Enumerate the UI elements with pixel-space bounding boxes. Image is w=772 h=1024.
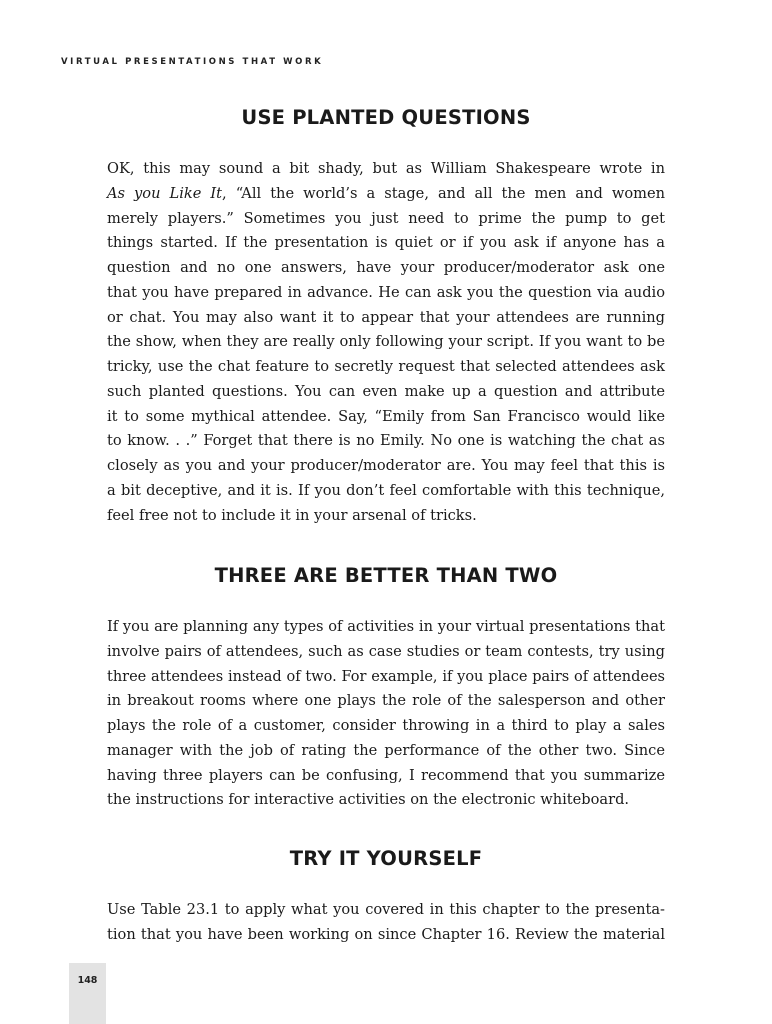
text-line: feel free not to include it in your arsenal of tricks. <box>107 506 477 524</box>
text-line: If you are planning any types of activities in your virtual presentations that <box>107 618 665 635</box>
text-line: involve pairs of attendees, such as case studies or team contests, try using <box>107 642 665 660</box>
paragraph-three-better-than-two <box>107 615 665 813</box>
text-line: such planted questions. You can even make up a question and attribute <box>107 382 665 400</box>
page-number: 148 <box>77 975 98 986</box>
text-line: Use Table 23.1 to apply what you covered in this chapter to the presenta- <box>107 901 665 918</box>
text-line: question and no one answers, have your producer/moderator ask one <box>107 259 665 276</box>
section-heading-three-better-than-two: THREE ARE BETTER THAN TWO <box>214 564 558 587</box>
text-line: tricky, use the chat feature to secretly request that selected attendees ask <box>107 358 665 375</box>
text-line: OK, this may sound a bit shady, but as William Shakespeare wrote in <box>107 160 665 177</box>
text-line <box>107 182 665 207</box>
text-line: it to some mythical attendee. Say, “Emily from San Francisco would like <box>107 407 665 425</box>
text-line: manager with the job of rating the performance of the other two. Since <box>107 741 665 759</box>
text-line: plays the role of a customer, consider throwing in a third to play a sales <box>107 717 665 734</box>
section-heading-try-it-yourself: TRY IT YOURSELF <box>289 847 483 870</box>
paragraph-planted-questions <box>107 157 665 528</box>
book-title: As you Like It <box>107 184 223 202</box>
text-line: having three players can be confusing, I recommend that you summarize <box>107 766 665 784</box>
text-line: to know. . .” Forget that there is no Emily. No one is watching the chat as <box>107 432 665 450</box>
text-line: or chat. You may also want it to appear that your attendees are running <box>107 308 665 326</box>
page-number-tab <box>69 963 106 1024</box>
paragraph-try-it-yourself <box>107 898 665 948</box>
text-line: in breakout rooms where one plays the role of the salesperson and other <box>107 692 665 710</box>
text-line: things started. If the presentation is quiet or if you ask if anyone has a <box>107 234 665 252</box>
text-line: that you have prepared in advance. He can ask you the question via audio <box>107 283 665 301</box>
text-line: merely players.” Sometimes you just need to prime the pump to get <box>107 209 665 227</box>
text-line: tion that you have been working on since Chapter 16. Review the material <box>107 925 665 943</box>
text-line: three attendees instead of two. For example, if you place pairs of attendees <box>107 668 665 685</box>
text-line-rest: , “All the world’s a stage, and all the men and women <box>222 184 665 202</box>
text-line: a bit deceptive, and it is. If you don’t feel comfortable with this technique, <box>107 481 665 499</box>
text-line: the show, when they are really only following your script. If you want to be <box>107 333 665 351</box>
running-head: VIRTUAL PRESENTATIONS THAT WORK <box>61 57 324 67</box>
text-line: the instructions for interactive activities on the electronic whiteboard. <box>107 791 630 809</box>
text-line: closely as you and your producer/moderator are. You may feel that this is <box>107 457 665 474</box>
section-heading-planted-questions: USE PLANTED QUESTIONS <box>241 106 531 129</box>
